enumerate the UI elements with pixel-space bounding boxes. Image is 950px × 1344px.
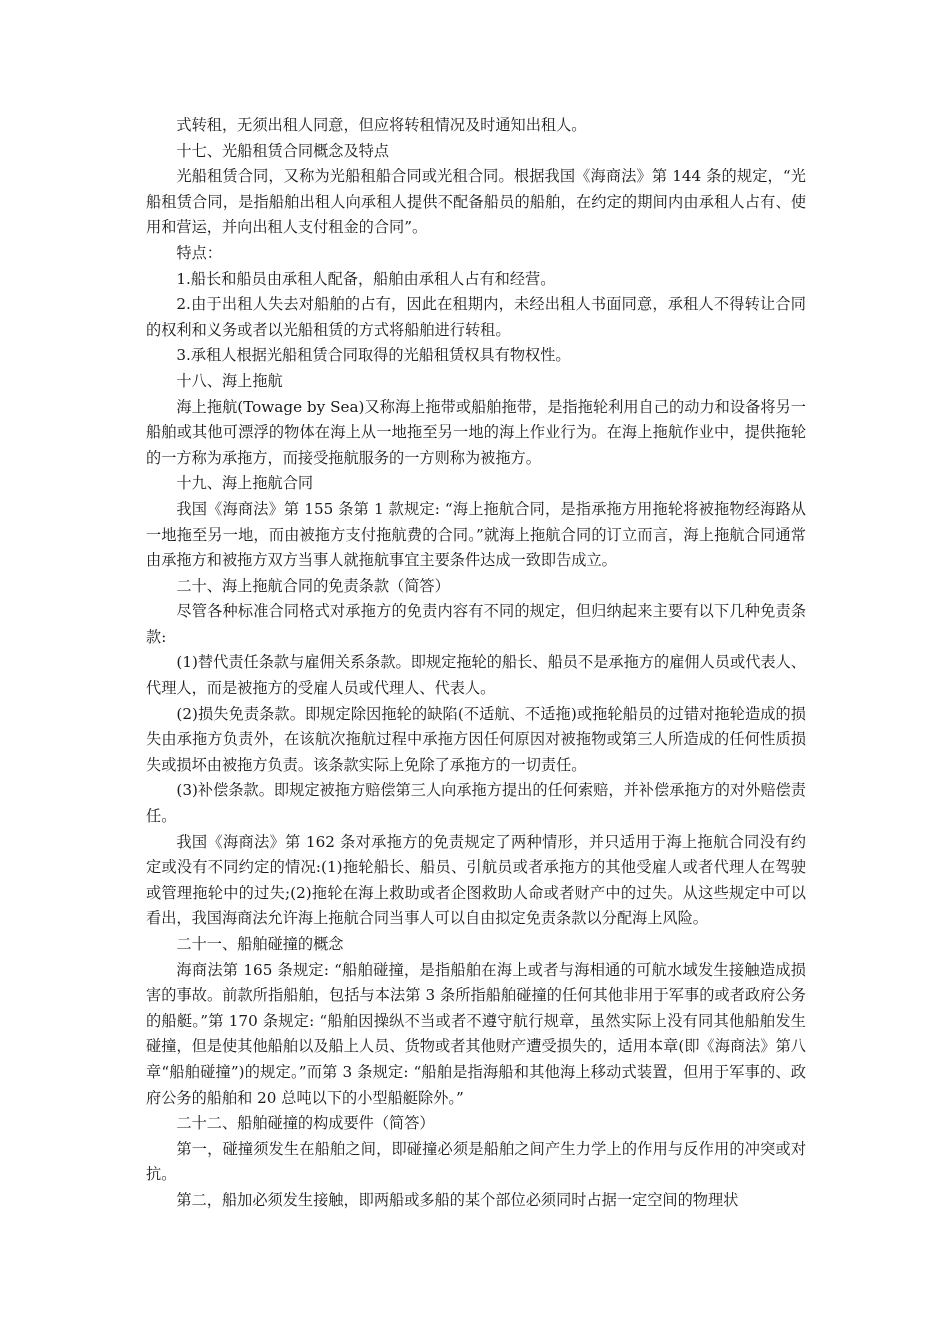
document-page — [146, 113, 806, 1214]
section-heading: 十九、海上拖航合同 — [176, 474, 314, 493]
list-item: (1)替代责任条款与雇佣关系条款。即规定拖轮的船长、船员不是承拖方的雇佣人员或代表人、代理人，而是被拖方的受雇人员或代理人、代表人。 — [146, 653, 806, 698]
paragraph: 海商法第 165 条规定: “船舶碰撞，是指船舶在海上或者与海相通的可航水域发生接触造成损害的事故。前款所指船舶，包括与本法第 3 条所指船舶碰撞的任何其他非用于军事的或者政府公务的船艇。”第 170 条规定: “船舶因操纵不当或者不遵守航行规章，虽然实际上没有同其他船舶发生碰撞，但是使其他船舶以及船上人员、货物或者其他财产遭受损失的，适用本章(即《海商法》第八章“船舶碰撞”)的规定。”而第 3 条规定: “船舶是指海船和其他海上移动式装置，但用于军事的、政府公务的船舶和 20 总吨以下的小型船艇除外。” — [146, 960, 806, 1107]
list-item: 3.承租人根据光船租赁合同取得的光船租赁权具有物权性。 — [176, 346, 571, 365]
paragraph: 尽管各种标准合同格式对承拖方的免责内容有不同的规定，但归纳起来主要有以下几种免责条款: — [146, 602, 806, 646]
section-heading: 二十二、船舶碰撞的构成要件（简答） — [176, 1114, 435, 1133]
list-item: 1.船长和船员由承租人配备，船舶由承租人占有和经营。 — [176, 269, 556, 288]
paragraph: 我国《海商法》第 155 条第 1 款规定: “海上拖航合同，是指承拖方用拖轮将被拖物经海路从一地拖至另一地，而由被拖方支付拖航费的合同。”就海上拖航合同的订立而言，海上拖航合同通常由承拖方和被拖方双方当事人就拖航事宜主要条件达成一致即告成立。 — [146, 499, 806, 570]
paragraph: 第一，碰撞须发生在船舶之间，即碰撞必须是船舶之间产生力学上的作用与反作用的冲突或对抗。 — [146, 1139, 806, 1184]
list-item: 2.由于出租人失去对船舶的占有，因此在租期内，未经出租人书面同意，承租人不得转让合同的权利和义务或者以光船租赁的方式将船舶进行转租。 — [146, 295, 806, 339]
list-item: (2)损失免责条款。即规定除因拖轮的缺陷(不适航、不适拖)或拖轮船员的过错对拖轮造成的损失由承拖方负责外，在该航次拖航过程中承拖方因任何原因对被拖物或第三人所造成的任何性质损失或损坏由被拖方负责。该条款实际上免除了承拖方的一切责任。 — [146, 704, 806, 774]
section-heading: 二十、海上拖航合同的免责条款（简答） — [176, 576, 450, 595]
paragraph: 我国《海商法》第 162 条对承拖方的免责规定了两种情形，并只适用于海上拖航合同没有约定或没有不同约定的情况:(1)拖轮船长、船员、引航员或者承拖方的其他受雇人或者代理人在驾驶或管理拖轮中的过失;(2)拖轮在海上救助或者企图救助人命或者财产中的过失。从这些规定中可以看出，我国海商法允许海上拖航合同当事人可以自由拟定免责条款以分配海上风险。 — [146, 832, 806, 928]
paragraph: 第二，船加必须发生接触，即两船或多船的某个部位必须同时占据一定空间的物理状 — [176, 1190, 739, 1209]
paragraph: 特点： — [176, 243, 222, 262]
section-heading: 二十一、船舶碰撞的概念 — [176, 935, 344, 953]
list-item: (3)补偿条款。即规定被拖方赔偿第三人向承拖方提出的任何索赔，并补偿承拖方的对外赔偿责任。 — [146, 781, 806, 826]
section-heading: 十七、光船租赁合同概念及特点 — [176, 141, 390, 160]
paragraph: 海上拖航(Towage by Sea)又称海上拖带或船舶拖带，是指拖轮利用自己的动力和设备将另一船舶或其他可漂浮的物体在海上从一地拖至另一地的海上作业行为。在海上拖航作业中，提供拖轮的一方称为承拖方，而接受拖航服务的一方则称为被拖方。 — [146, 397, 806, 467]
paragraph: 光船租赁合同，又称为光船租船合同或光租合同。根据我国《海商法》第 144 条的规定，“光船租赁合同，是指船舶出租人向承租人提供不配备船员的船舶，在约定的期间内由承租人占有、使用和营运，并向出租人支付租金的合同”。 — [146, 167, 806, 237]
paragraph: 式转租，无须出租人同意，但应将转租情况及时通知出租人。 — [176, 116, 587, 134]
section-heading: 十八、海上拖航 — [176, 371, 283, 390]
